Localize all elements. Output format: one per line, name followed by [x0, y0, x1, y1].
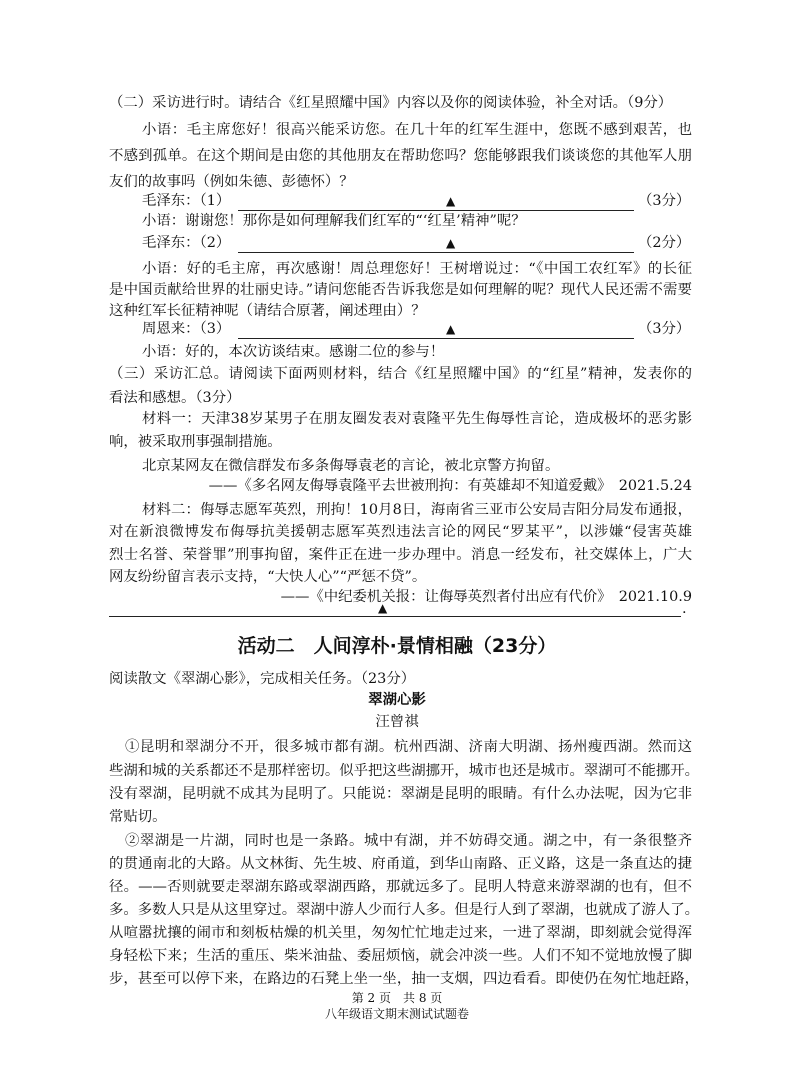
paragraph1-line: 没有翠湖，昆明就不成其为昆明了。只能说：翠湖是昆明的眼睛。有什么办法呢，因为它非: [109, 786, 692, 802]
answer-end-period: .: [682, 601, 687, 617]
paragraph2-line: 从喧嚣扰攘的闹市和刻板枯燥的机关里，匆匆忙忙地走过来，一进了翠湖，即刻就会觉得浑: [109, 925, 692, 941]
paragraph1-line: ①昆明和翠湖分不开，很多城市都有湖。杭州西湖、济南大明湖、扬州瘦西湖。然而这: [125, 739, 692, 755]
triangle-marker-icon: ▲: [446, 236, 456, 250]
paragraph2-line: 步，甚至可以停下来，在路边的石凳上坐一坐，抽一支烟，四边看看。即使仍在匆忙地赶路，: [109, 971, 700, 987]
section2-heading: （二）采访进行时。请结合《红星照耀中国》内容以及你的阅读体验，补全对话。（9分）: [109, 95, 673, 111]
answer2-blank[interactable]: [238, 234, 634, 253]
answer3-score: （3分）: [638, 321, 691, 337]
article-author: 汪曾祺: [375, 714, 419, 730]
paragraph1-line: 些湖和城的关系都还不是那样密切。似乎把这些湖挪开，城市也还是城市。翠湖可不能挪开。: [109, 763, 700, 779]
question3-line: 这种红军长征精神呢（请结合原著，阐述理由）？: [109, 303, 426, 319]
answer3-blank[interactable]: [238, 320, 634, 339]
question1-line: 小语：毛主席您好！很高兴能采访您。在几十年的红军生涯中，您既不感到艰苦，也: [142, 122, 692, 138]
triangle-marker-icon: ▲: [378, 601, 388, 615]
exam-name: 八年级语文期末测试试题卷: [324, 1007, 469, 1021]
material2-line: 材料二：侮辱志愿军英烈，刑拘！10月8日，海南省三亚市公安局吉阳分局发布通报，: [142, 502, 692, 518]
paragraph2-line: 径。——否则就要走翠湖东路或翠湖西路，那就远多了。昆明人特意来游翠湖的也有，但不: [109, 879, 692, 895]
triangle-marker-icon: ▲: [446, 194, 456, 208]
paragraph1-line: 常贴切。: [109, 809, 167, 825]
material2-source: ——《中纪委机关报：让侮辱英烈者付出应有代价》 2021.10.9: [280, 589, 692, 605]
question2: 小语：谢谢您！那你是如何理解我们红军的“‘红星’精神”呢？: [142, 213, 526, 229]
material2-line: 烈士名誉、荣誉罪”刑事拘留，案件正在进一步办理中。消息一经发布，社交媒体上，广大: [109, 547, 692, 563]
closing-line: 小语：好的，本次访谈结束。感谢二位的参与！: [142, 344, 445, 360]
section3-heading: （三）采访汇总。请阅读下面两则材料，结合《红星照耀中国》的“红星”精神，发表你的: [109, 366, 692, 382]
question1-line: 友们的故事吗（例如朱德、彭德怀）？: [109, 174, 354, 190]
material1-line: 北京某网友在微信群发布多条侮辱袁老的言论，被北京警方拘留。: [142, 458, 560, 474]
paragraph2-line: ②翠湖是一片湖，同时也是一条路。城中有湖，并不妨碍交通。湖之中，有一条很整齐: [125, 833, 692, 849]
question3-line: 小语：好的毛主席，再次感谢！周总理您好！王树增说过：“《中国工农红军》的长征: [142, 261, 692, 277]
answer1-speaker: 毛泽东：（1）: [142, 193, 231, 209]
section3-answer-blank[interactable]: [109, 598, 681, 617]
reading-instruction: 阅读散文《翠湖心影》，完成相关任务。（23分）: [109, 671, 416, 687]
material2-line: 对在新浪微博发布侮辱抗美援朝志愿军英烈违法言论的网民“罗某平”，以涉嫌“侵害英雄: [109, 524, 692, 540]
paragraph2-line: 多。多数人只是从这里穿过。翠湖中游人少而行人多。但是行人到了翠湖，也就成了游人了。: [109, 902, 700, 918]
triangle-marker-icon: ▲: [446, 322, 456, 336]
question1-line: 不感到孤单。在这个期间是由您的其他朋友在帮助您吗？您能够跟我们谈谈您的其他军人朋: [109, 148, 692, 164]
paragraph2-line: 的贯通南北的大路。从文林街、先生坡、府甬道，到华山南路、正义路，这是一条直达的捷: [109, 856, 692, 872]
article-title: 翠湖心影: [368, 691, 426, 708]
answer2-speaker: 毛泽东：（2）: [142, 235, 231, 251]
activity2-title: 活动二 人间淳朴·景情相融（23分）: [237, 635, 557, 657]
material1-source: ——《多名网友侮辱袁隆平去世被刑拘：有英雄却不知道爱戴》 2021.5.24: [208, 478, 692, 494]
answer2-score: （2分）: [638, 235, 691, 251]
answer3-speaker: 周恩来：（3）: [142, 321, 231, 337]
material1-line: 材料一：天津38岁某男子在朋友圈发表对袁隆平先生侮辱性言论，造成极坏的恶劣影: [142, 411, 692, 427]
answer1-blank[interactable]: [238, 192, 634, 211]
question3-line: 是中国贡献给世界的壮丽史诗。”请问您能否告诉我您是如何理解的呢？现代人民还需不需要: [109, 282, 692, 298]
material2-line: 网友纷纷留言表示支持，“大快人心”“严惩不贷”。: [109, 569, 427, 585]
section3-heading: 看法和感想。（3分）: [109, 390, 241, 406]
page-number: 第 2 页 共 8 页: [351, 991, 443, 1005]
answer1-score: （3分）: [638, 193, 691, 209]
paragraph2-line: 身轻松下来；生活的重压、柴米油盐、委屈烦恼，就会冲淡一些。人们不知不觉地放慢了脚: [109, 948, 692, 964]
material1-line: 响，被采取刑事强制措施。: [109, 434, 282, 450]
